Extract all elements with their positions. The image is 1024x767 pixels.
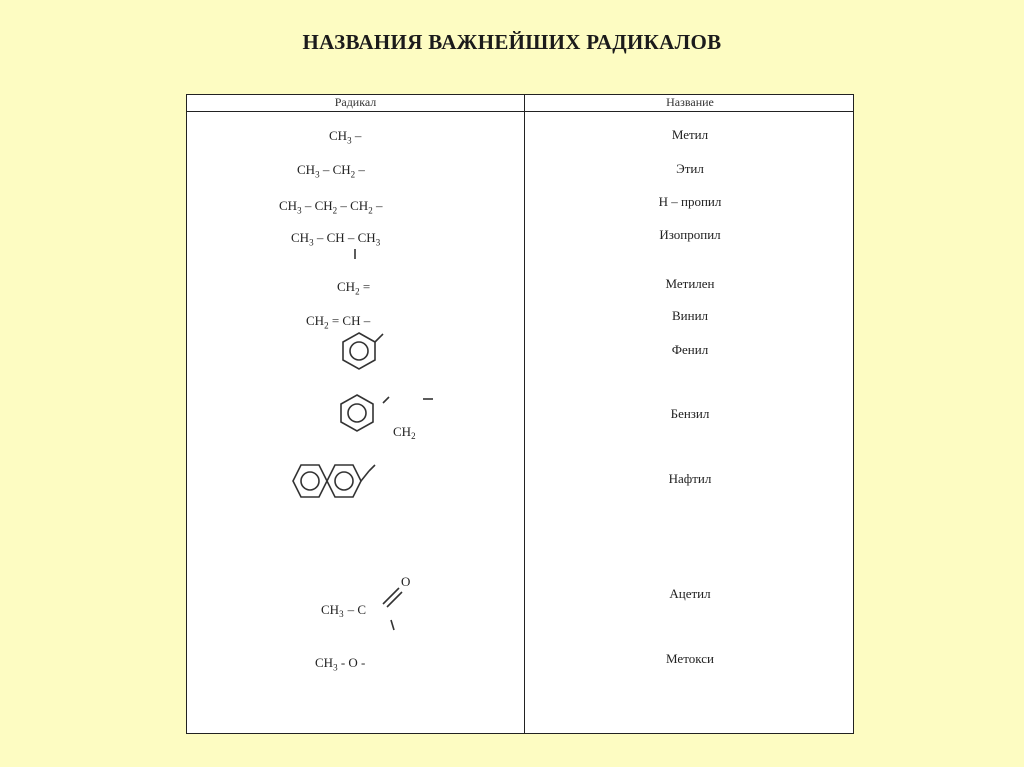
formula-methoxy: $CH_3$ - O - — [315, 655, 366, 673]
acetyl-structure — [317, 570, 427, 640]
name-methoxy: Метокси — [666, 651, 714, 666]
header-name: Название — [666, 95, 714, 109]
name-propyl: Н – пропил — [658, 194, 722, 209]
name-methylene: Метилен — [665, 276, 715, 291]
benzyl-structure — [329, 391, 439, 449]
page-title: НАЗВАНИЯ ВАЖНЕЙШИХ РАДИКАЛОВ — [302, 30, 722, 54]
naphthyl-structure — [275, 459, 395, 511]
svg-text:O: O — [401, 574, 411, 589]
svg-text:CH3– C: $CH_3$ – C — [321, 602, 366, 619]
header-radical: Радикал — [334, 95, 377, 109]
phenyl-structure — [329, 329, 393, 373]
name-vinyl: Винил — [671, 308, 709, 323]
svg-text:CH2: $CH_2$ — [393, 424, 416, 441]
name-methyl: Метил — [671, 127, 709, 142]
formula-isopropyl: $CH_3$ – CH – $CH_3$ — [291, 230, 381, 248]
name-phenyl: Фенил — [671, 342, 709, 357]
formula-vinyl: $CH_2$ = CH – — [306, 313, 371, 331]
formula-methylene: $CH_2$ = — [337, 279, 371, 297]
name-acetyl: Ацетил — [669, 586, 711, 601]
radicals-table — [186, 94, 854, 734]
formula-propyl: $CH_3 - CH_2 - CH_2$ – — [279, 198, 383, 216]
name-benzyl: Бензил — [670, 406, 710, 421]
header-divider — [187, 111, 853, 112]
name-naphthyl: Нафтил — [668, 471, 712, 486]
isopropyl-bond — [353, 247, 357, 261]
name-ethyl: Этил — [676, 161, 704, 176]
column-divider — [524, 95, 525, 733]
formula-methyl: $CH_3$ – — [329, 128, 362, 146]
formula-ethyl: $CH_3 - CH_2$ – — [297, 162, 365, 180]
name-isopropyl: Изопропил — [659, 227, 721, 242]
